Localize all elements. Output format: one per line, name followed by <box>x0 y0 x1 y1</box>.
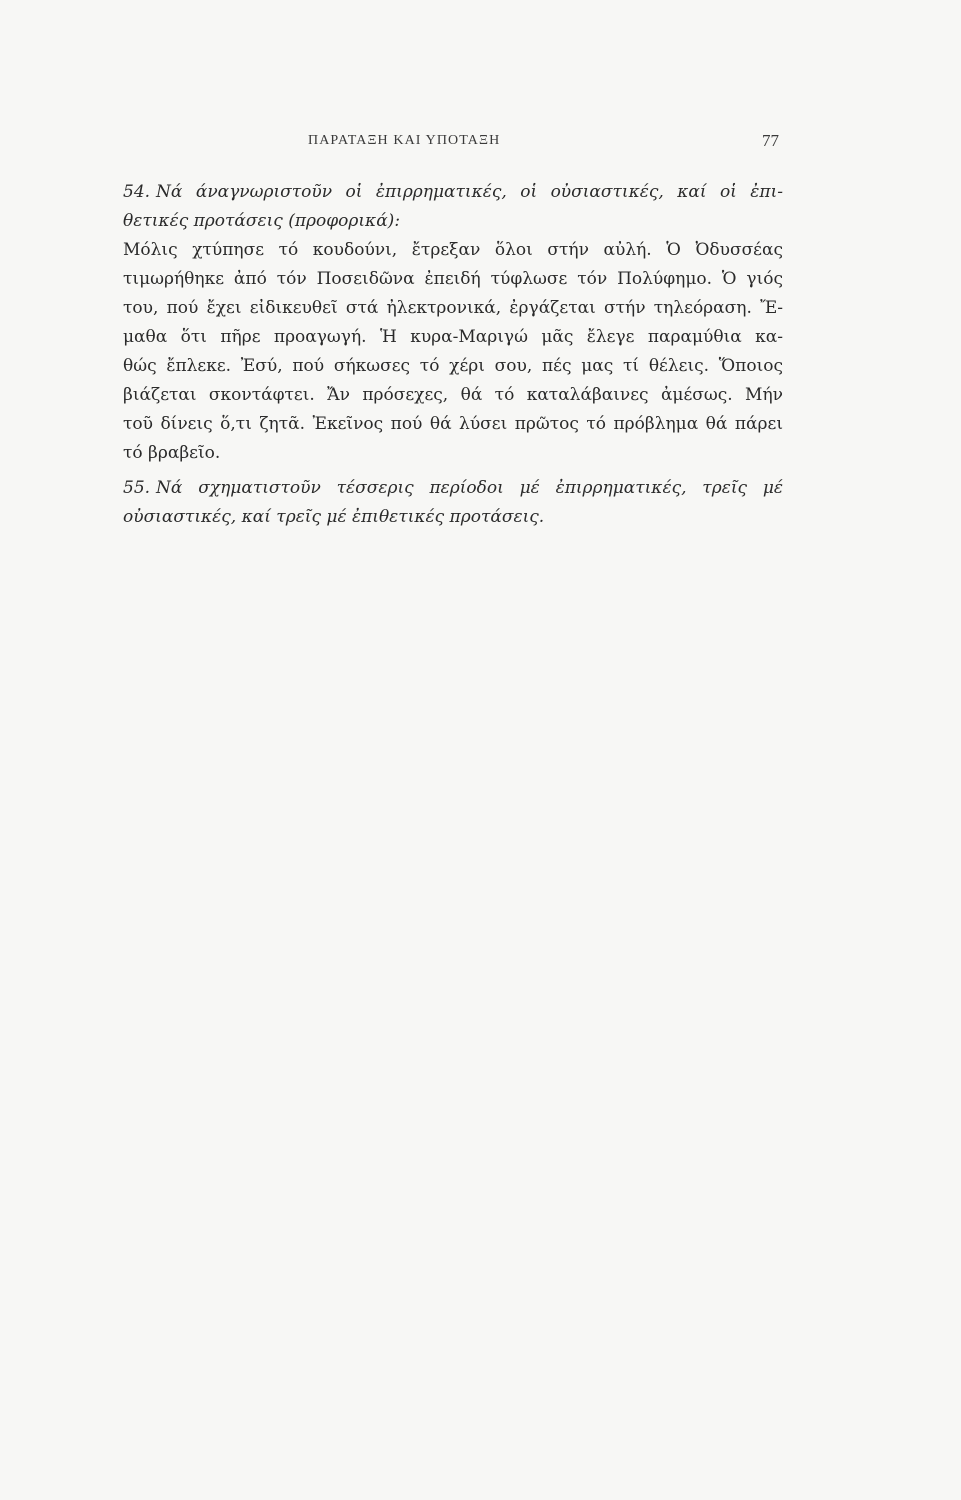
exercise-55-instruction-line-2: οὐσιαστικές, καί τρεῖς μέ ἐπιθετικές προτάσεις. <box>123 507 545 527</box>
exercise-55-instruction-line-1 <box>123 474 783 503</box>
exercise-54-instruction-line-1 <box>123 178 783 207</box>
exercise-55-instruction-text-1: Νά σχηματιστοῦν τέσσερις περίοδοι μέ ἐπιρρηματικές, τρεῖς μέ <box>156 478 783 498</box>
body-text <box>123 178 783 532</box>
running-head <box>0 133 961 153</box>
exercise-54-text-line-1: Μόλις χτύπησε τό κουδούνι, ἔτρεξαν ὅλοι στήν αὐλή. Ὁ Ὀδυσσέας <box>123 240 783 260</box>
exercise-54-text-line-5: θώς ἔπλεκε. Ἐσύ, πού σήκωσες τό χέρι σου, πές μας τί θέλεις. Ὅποιος <box>123 356 783 376</box>
exercise-55-number: 55. <box>123 478 151 498</box>
exercise-54-text-line-8: τό βραβεῖο. <box>123 443 221 463</box>
page-number: 77 <box>762 131 779 150</box>
exercise-54-instruction-text-1: Νά άναγνωριστοῦν οἱ ἐπιρρηματικές, οἱ οὐσιαστικές, καί οἱ ἐπι- <box>156 182 783 202</box>
running-title: ΠΑΡΑΤΑΞΗ ΚΑΙ ΥΠΟΤΑΞΗ <box>308 133 501 148</box>
exercise-54-text-line-7: τοῦ δίνεις ὅ,τι ζητᾶ. Ἐκεῖνος πού θά λύσει πρῶτος τό πρόβλημα θά πάρει <box>123 414 783 434</box>
exercise-54-text-line-2: τιμωρήθηκε ἀπό τόν Ποσειδῶνα ἐπειδή τύφλωσε τόν Πολύφημο. Ὁ γιός <box>123 269 783 289</box>
exercise-54-text-line-4: μαθα ὅτι πῆρε προαγωγή. Ἡ κυρα-Μαριγώ μᾶς ἔλεγε παραμύθια κα- <box>123 327 783 347</box>
exercise-54-text-line-3: του, πού ἔχει εἰδικευθεῖ στά ἠλεκτρονικά, ἐργάζεται στήν τηλεόραση. Ἔ- <box>123 298 783 318</box>
exercise-54-instruction-line-2: θετικές προτάσεις (προφορικά): <box>123 211 401 231</box>
exercise-54-text-line-6: βιάζεται σκοντάφτει. Ἄν πρόσεχες, θά τό καταλάβαινες ἀμέσως. Μήν <box>123 385 783 405</box>
exercise-54-number: 54. <box>123 182 151 202</box>
